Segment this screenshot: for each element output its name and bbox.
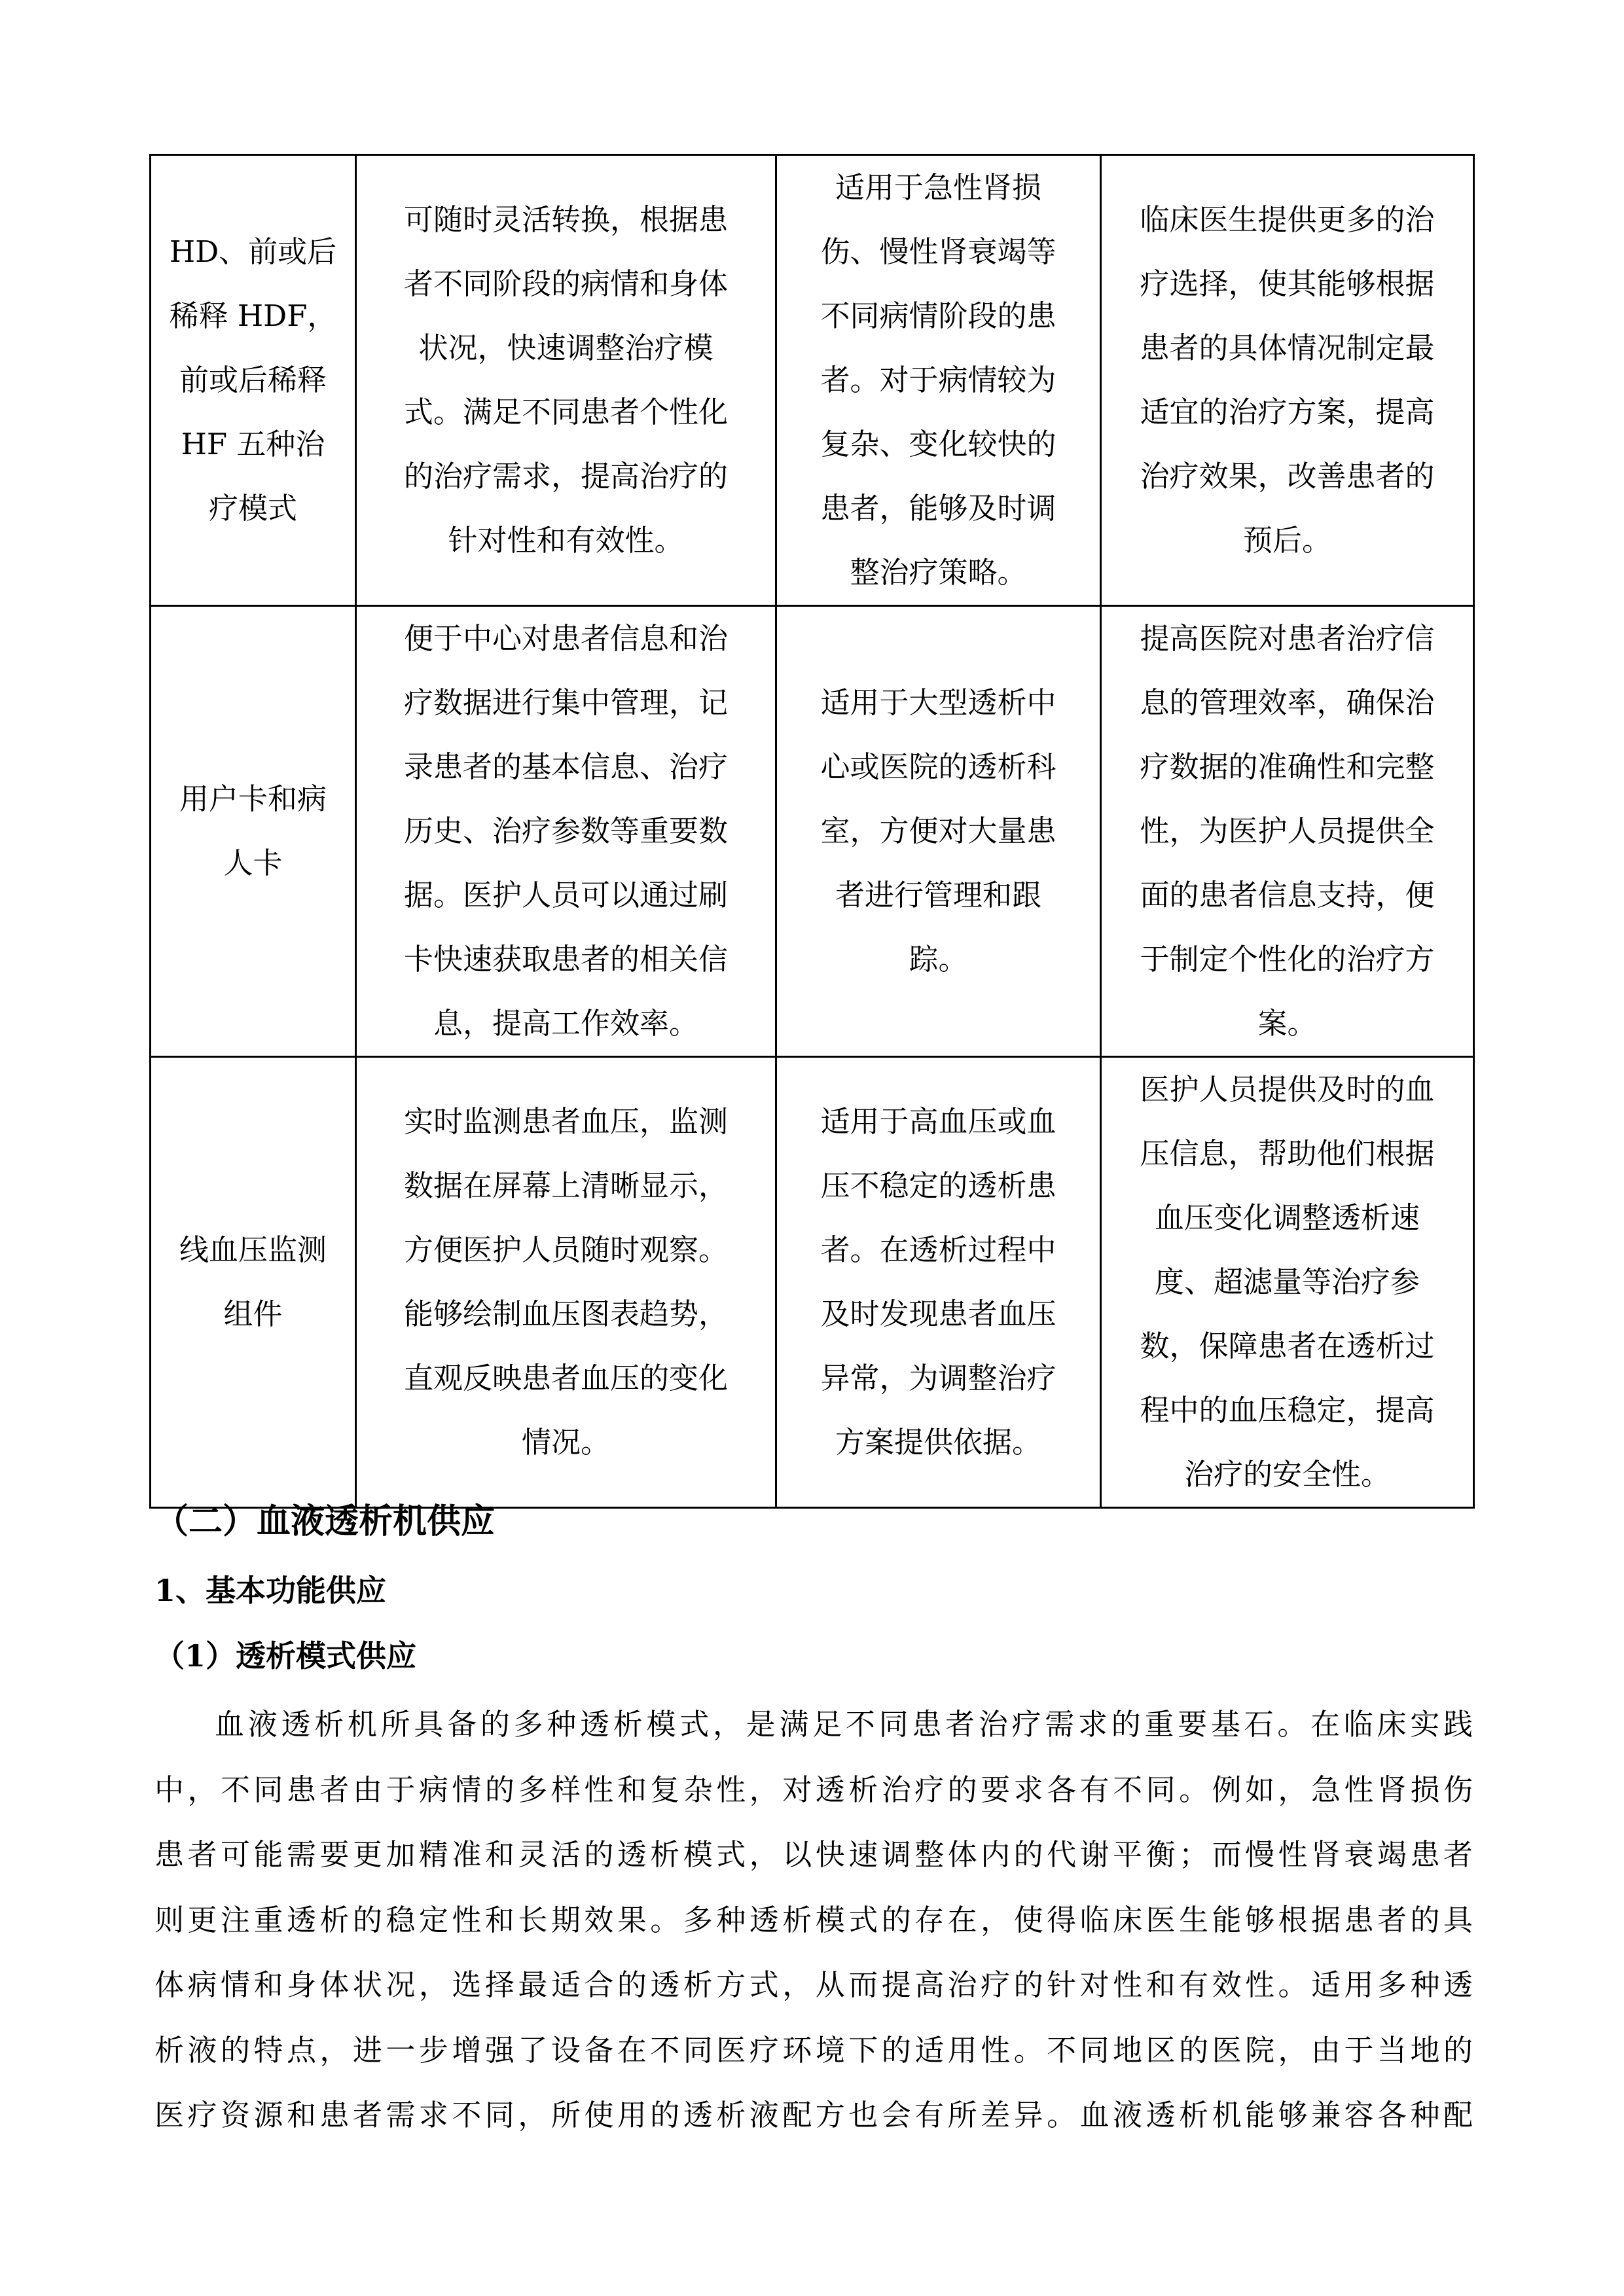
cell-line: 血压变化调整透析速 (1154, 1200, 1420, 1235)
cell-line: 疗模式 (208, 491, 297, 526)
cell-line: 适宜的治疗方案，提高 (1140, 395, 1435, 429)
cell-line: 提高医院对患者治疗信 (1140, 621, 1435, 656)
cell-line: 卡快速获取患者的相关信 (403, 942, 728, 977)
subsubheading: （1）透析模式供应 (154, 1638, 417, 1674)
cell-line: 程中的血压稳定，提高 (1140, 1393, 1435, 1427)
cell-line: HD、前或后 (169, 234, 337, 269)
section-heading: （二）血液透析机供应 (154, 1501, 496, 1541)
cell-line: 整治疗策略。 (850, 555, 1027, 590)
cell-line: 压信息，帮助他们根据 (1140, 1136, 1435, 1171)
paragraph-line: 中，不同患者由于病情的多样性和复杂性，对透析治疗的要求各有不同。例如，急性肾损伤 (154, 1772, 1473, 1807)
mode-cell (151, 606, 356, 1057)
table-row (151, 155, 1474, 606)
cell-line: 疗数据的准确性和完整 (1140, 749, 1435, 784)
body-paragraph (154, 1702, 1473, 2158)
function-cell (356, 606, 776, 1057)
cell-line: 治疗的安全性。 (1183, 1457, 1390, 1492)
cell-line: 的治疗需求，提高治疗的 (403, 459, 728, 493)
table-row (151, 1057, 1474, 1508)
cell-line: 适用于高血压或血 (820, 1104, 1056, 1139)
cell-line: 稀释 HDF， (169, 298, 337, 333)
cell-line: 疗选择，使其能够根据 (1140, 266, 1435, 301)
cell-line: 者不同阶段的病情和身体 (403, 266, 728, 301)
applicable-cell (776, 1057, 1101, 1508)
cell-line: 息，提高工作效率。 (433, 1006, 698, 1041)
benefit-cell (1101, 155, 1474, 606)
mode-cell (151, 1057, 356, 1508)
cell-line: 前或后稀释 (179, 363, 327, 397)
applicable-cell (776, 606, 1101, 1057)
paragraph-line: 则更注重透析的稳定性和长期效果。多种透析模式的存在，使得临床医生能够根据患者的具 (154, 1902, 1473, 1937)
cell-line: 直观反映患者血压的变化 (403, 1361, 728, 1395)
cell-line: 复杂、变化较快的 (820, 427, 1056, 461)
cell-line: 实时监测患者血压，监测 (403, 1104, 728, 1139)
cell-line: 方便医护人员随时观察。 (403, 1232, 728, 1267)
table-row (151, 606, 1474, 1057)
cell-line: 据。医护人员可以通过刷 (403, 878, 728, 912)
cell-line: 数，保障患者在透析过 (1140, 1329, 1435, 1363)
cell-line: 式。满足不同患者个性化 (403, 395, 728, 429)
cell-line: 患者，能够及时调 (820, 491, 1056, 526)
cell-line: 医护人员提供及时的血 (1140, 1072, 1435, 1107)
cell-line: 人卡 (223, 846, 283, 880)
paragraph-line: 患者可能需要更加精准和灵活的透析模式，以快速调整体内的代谢平衡；而慢性肾衰竭患者 (154, 1837, 1473, 1872)
cell-line: HF 五种治 (181, 427, 325, 461)
cell-line: 息的管理效率，确保治 (1140, 685, 1435, 720)
cell-line: 针对性和有效性。 (448, 523, 684, 558)
cell-line: 线血压监测 (179, 1232, 327, 1267)
cell-line: 适用于大型透析中 (820, 685, 1056, 720)
cell-line: 者进行管理和跟 (835, 878, 1041, 912)
cell-line: 历史、治疗参数等重要数 (403, 814, 728, 848)
cell-line: 临床医生提供更多的治 (1140, 202, 1435, 237)
function-cell (356, 1057, 776, 1508)
feature-table (149, 154, 1475, 1509)
cell-line: 适用于急性肾损 (835, 170, 1041, 205)
cell-line: 用户卡和病 (179, 781, 327, 816)
benefit-cell (1101, 606, 1474, 1057)
cell-line: 伤、慢性肾衰竭等 (820, 234, 1056, 269)
cell-line: 性，为医护人员提供全 (1140, 814, 1435, 848)
cell-line: 于制定个性化的治疗方 (1140, 942, 1435, 977)
paragraph-line: 体病情和身体状况，选择最适合的透析方式，从而提高治疗的针对性和有效性。适用多种透 (154, 1967, 1473, 2002)
cell-line: 及时发现患者血压 (820, 1297, 1056, 1331)
cell-line: 预后。 (1242, 523, 1331, 558)
cell-line: 疗数据进行集中管理，记 (403, 685, 728, 720)
benefit-cell (1101, 1057, 1474, 1508)
function-cell (356, 155, 776, 606)
cell-line: 异常，为调整治疗 (820, 1361, 1056, 1395)
cell-line: 方案提供依据。 (835, 1425, 1041, 1460)
cell-line: 压不稳定的透析患 (820, 1168, 1056, 1203)
subheading: 1、基本功能供应 (154, 1573, 387, 1608)
cell-line: 患者的具体情况制定最 (1140, 331, 1435, 365)
paragraph-line: 医疗资源和患者需求不同，所使用的透析液配方也会有所差异。血液透析机能够兼容各种配 (154, 2098, 1473, 2132)
cell-line: 度、超滤量等治疗参 (1154, 1265, 1420, 1299)
cell-line: 面的患者信息支持，便 (1140, 878, 1435, 912)
cell-line: 者。对于病情较为 (820, 363, 1056, 397)
paragraph-line: 血液透析机所具备的多种透析模式，是满足不同患者治疗需求的重要基石。在临床实践 (215, 1707, 1473, 1742)
paragraph-line: 析液的特点，进一步增强了设备在不同医疗环境下的适用性。不同地区的医院，由于当地的 (154, 2032, 1473, 2068)
cell-line: 可随时灵活转换，根据患 (403, 202, 728, 237)
cell-line: 踪。 (909, 942, 968, 977)
cell-line: 者。在透析过程中 (820, 1232, 1056, 1267)
cell-line: 案。 (1257, 1006, 1317, 1041)
cell-line: 情况。 (521, 1425, 610, 1460)
cell-line: 不同病情阶段的患 (820, 298, 1056, 333)
cell-line: 治疗效果，改善患者的 (1140, 459, 1435, 493)
cell-line: 数据在屏幕上清晰显示， (403, 1168, 728, 1203)
mode-cell (151, 155, 356, 606)
cell-line: 便于中心对患者信息和治 (403, 621, 728, 656)
applicable-cell (776, 155, 1101, 606)
cell-line: 录患者的基本信息、治疗 (403, 749, 728, 784)
cell-line: 能够绘制血压图表趋势， (403, 1297, 728, 1331)
cell-line: 状况，快速调整治疗模 (418, 331, 713, 365)
cell-line: 组件 (223, 1297, 283, 1331)
cell-line: 室，方便对大量患 (820, 814, 1056, 848)
cell-line: 心或医院的透析科 (820, 749, 1056, 784)
